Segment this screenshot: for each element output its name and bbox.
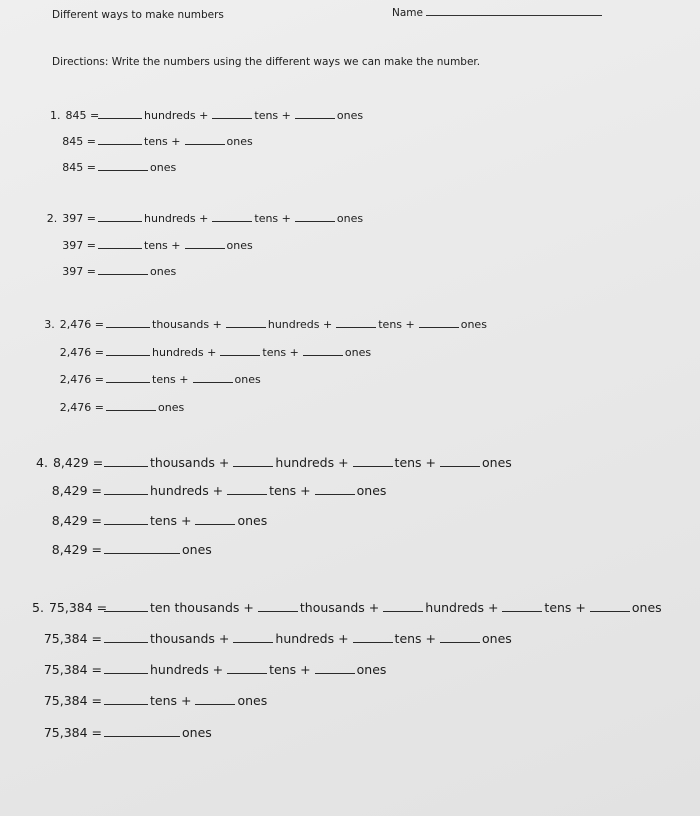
answer-blank[interactable] xyxy=(98,133,142,145)
answer-blank[interactable] xyxy=(220,344,260,356)
problem-label: 4. xyxy=(36,455,48,470)
place-value-label: thousands + xyxy=(152,318,222,331)
number-expression: 8,429 = xyxy=(52,455,104,470)
number-expression: 397 = xyxy=(62,265,96,278)
place-value-label: hundreds + xyxy=(144,109,209,122)
problem-2-row-3 xyxy=(44,263,178,278)
problem-4-row-1 xyxy=(36,455,514,470)
problem-number xyxy=(36,483,102,498)
problem-number xyxy=(36,513,102,528)
answer-blank[interactable] xyxy=(104,662,148,674)
answer-blank[interactable] xyxy=(185,133,225,145)
place-value-label: tens + xyxy=(378,318,415,331)
answer-blank[interactable] xyxy=(104,542,180,554)
number-expression: 397 = xyxy=(62,239,96,252)
answer-blank[interactable] xyxy=(104,455,148,467)
answer-blank[interactable] xyxy=(233,631,273,643)
place-value-label: ones xyxy=(344,346,372,359)
problem-3-row-3 xyxy=(42,371,263,386)
place-value-label: tens + xyxy=(254,109,291,122)
number-expression: 845 = xyxy=(65,109,100,122)
place-value-label: tens + xyxy=(144,135,181,148)
place-value-label: hundreds + xyxy=(144,212,209,225)
place-value-label: hundreds + xyxy=(275,631,349,646)
place-value-label: hundreds + xyxy=(267,318,333,331)
problem-5-row-1 xyxy=(32,600,664,615)
answer-blank[interactable] xyxy=(98,107,142,119)
place-value-label: ones xyxy=(226,239,253,252)
problem-number xyxy=(42,318,104,331)
number-expression: 75,384 = xyxy=(48,600,108,615)
place-value-label: ones xyxy=(150,161,177,174)
answer-blank[interactable] xyxy=(104,631,148,643)
place-value-label: tens + xyxy=(269,483,311,498)
place-value-label: ones xyxy=(356,483,387,498)
answer-blank[interactable] xyxy=(295,107,335,119)
place-value-label: tens + xyxy=(394,455,437,470)
number-expression: 2,476 = xyxy=(59,373,104,386)
answer-blank[interactable] xyxy=(315,662,355,674)
answer-blank[interactable] xyxy=(106,371,150,383)
answer-blank[interactable] xyxy=(193,371,233,383)
number-expression: 75,384 = xyxy=(43,662,102,677)
problem-number xyxy=(50,109,100,122)
problem-label: 2. xyxy=(46,212,58,225)
place-value-label: ones xyxy=(182,725,212,740)
answer-blank[interactable] xyxy=(440,455,480,467)
answer-blank[interactable] xyxy=(353,455,393,467)
answer-blank[interactable] xyxy=(440,631,480,643)
problem-5-row-5 xyxy=(32,725,214,740)
problem-label: 3. xyxy=(44,318,55,331)
place-value-label: tens + xyxy=(144,239,181,252)
problem-number xyxy=(36,542,102,557)
place-value-label: thousands + xyxy=(150,455,230,470)
place-value-label: ones xyxy=(150,265,177,278)
place-value-label: tens + xyxy=(269,662,311,677)
name-field[interactable] xyxy=(426,15,602,16)
answer-blank[interactable] xyxy=(98,159,148,171)
number-expression: 75,384 = xyxy=(43,631,102,646)
problem-number xyxy=(44,212,96,225)
number-expression: 8,429 = xyxy=(51,542,102,557)
place-value-label: thousands + xyxy=(150,631,230,646)
problem-number xyxy=(36,455,102,470)
number-expression: 845 = xyxy=(62,161,96,174)
answer-blank[interactable] xyxy=(233,455,273,467)
answer-blank[interactable] xyxy=(590,600,630,612)
place-value-label: tens + xyxy=(544,600,586,615)
answer-blank[interactable] xyxy=(195,693,235,705)
answer-blank[interactable] xyxy=(106,316,150,328)
answer-blank[interactable] xyxy=(98,237,142,249)
place-value-label: tens + xyxy=(150,513,192,528)
problem-4-row-3 xyxy=(36,513,269,528)
answer-blank[interactable] xyxy=(419,316,459,328)
answer-blank[interactable] xyxy=(303,344,343,356)
place-value-label: tens + xyxy=(394,631,437,646)
place-value-label: hundreds + xyxy=(150,483,224,498)
answer-blank[interactable] xyxy=(104,600,148,612)
answer-blank[interactable] xyxy=(104,513,148,525)
place-value-label: ones xyxy=(336,212,364,225)
number-expression: 2,476 = xyxy=(59,401,104,414)
problem-4-row-4 xyxy=(36,542,214,557)
answer-blank[interactable] xyxy=(295,210,335,222)
number-expression: 75,384 = xyxy=(43,725,102,740)
problem-number xyxy=(32,662,102,677)
problem-5-row-3 xyxy=(32,662,388,677)
place-value-label: tens + xyxy=(152,373,189,386)
place-value-label: ones xyxy=(182,542,212,557)
answer-blank[interactable] xyxy=(104,693,148,705)
place-value-label: tens + xyxy=(150,693,192,708)
problem-label: 5. xyxy=(32,600,44,615)
answer-blank[interactable] xyxy=(336,316,376,328)
number-expression: 8,429 = xyxy=(51,513,102,528)
problem-1-row-1 xyxy=(50,107,365,122)
problem-3-row-2 xyxy=(42,344,373,359)
place-value-label: hundreds + xyxy=(152,346,217,359)
problem-1-row-3 xyxy=(50,159,178,174)
problem-5-row-2 xyxy=(32,631,514,646)
problem-number xyxy=(32,725,102,740)
problem-number xyxy=(32,631,102,646)
place-value-label: tens + xyxy=(254,212,291,225)
answer-blank[interactable] xyxy=(106,344,150,356)
number-expression: 2,476 = xyxy=(59,346,104,359)
place-value-label: ones xyxy=(460,318,487,331)
problem-number xyxy=(42,401,104,414)
answer-blank[interactable] xyxy=(185,237,225,249)
place-value-label: tens + xyxy=(262,346,299,359)
place-value-label: ones xyxy=(482,631,512,646)
place-value-label: hundreds + xyxy=(275,455,349,470)
place-value-label: ones xyxy=(631,600,662,615)
answer-blank[interactable] xyxy=(383,600,423,612)
problem-number xyxy=(42,346,104,359)
place-value-label: hundreds + xyxy=(150,662,224,677)
answer-blank[interactable] xyxy=(212,107,252,119)
problem-5-row-4 xyxy=(32,693,269,708)
answer-blank[interactable] xyxy=(104,483,148,495)
problem-number xyxy=(44,265,96,278)
answer-blank[interactable] xyxy=(212,210,252,222)
answer-blank[interactable] xyxy=(98,210,142,222)
place-value-label: hundreds + xyxy=(425,600,499,615)
problem-number xyxy=(50,161,96,174)
answer-blank[interactable] xyxy=(195,513,235,525)
number-expression: 2,476 = xyxy=(59,318,104,331)
place-value-label: thousands + xyxy=(299,600,380,615)
problem-1-row-2 xyxy=(50,133,255,148)
problem-number xyxy=(44,239,96,252)
name-label: Name xyxy=(392,7,423,19)
answer-blank[interactable] xyxy=(98,263,148,275)
problem-number xyxy=(50,135,96,148)
answer-blank[interactable] xyxy=(104,725,180,737)
answer-blank[interactable] xyxy=(227,483,267,495)
answer-blank[interactable] xyxy=(106,399,156,411)
place-value-label: ones xyxy=(158,401,185,414)
problem-number xyxy=(42,373,104,386)
answer-blank[interactable] xyxy=(315,483,355,495)
problem-label: 1. xyxy=(50,109,61,122)
number-expression: 75,384 = xyxy=(43,693,102,708)
place-value-label: ones xyxy=(237,693,268,708)
answer-blank[interactable] xyxy=(227,662,267,674)
number-expression: 397 = xyxy=(62,212,96,225)
worksheet-title: Different ways to make numbers xyxy=(52,9,224,21)
problem-number xyxy=(32,600,108,615)
place-value-label: ones xyxy=(482,455,512,470)
answer-blank[interactable] xyxy=(226,316,266,328)
place-value-label: ones xyxy=(234,373,261,386)
answer-blank[interactable] xyxy=(258,600,298,612)
problem-4-row-2 xyxy=(36,483,388,498)
problem-3-row-1 xyxy=(42,316,489,331)
number-expression: 8,429 = xyxy=(51,483,102,498)
problem-number xyxy=(32,693,102,708)
place-value-label: ones xyxy=(336,109,364,122)
directions-text: Directions: Write the numbers using the different ways we can make the number. xyxy=(52,56,481,68)
place-value-label: ones xyxy=(237,513,268,528)
place-value-label: ten thousands + xyxy=(150,600,254,615)
answer-blank[interactable] xyxy=(353,631,393,643)
answer-blank[interactable] xyxy=(502,600,542,612)
place-value-label: ones xyxy=(356,662,387,677)
number-expression: 845 = xyxy=(62,135,96,148)
problem-2-row-2 xyxy=(44,237,255,252)
problem-3-row-4 xyxy=(42,399,186,414)
problem-2-row-1 xyxy=(44,210,365,225)
place-value-label: ones xyxy=(226,135,253,148)
